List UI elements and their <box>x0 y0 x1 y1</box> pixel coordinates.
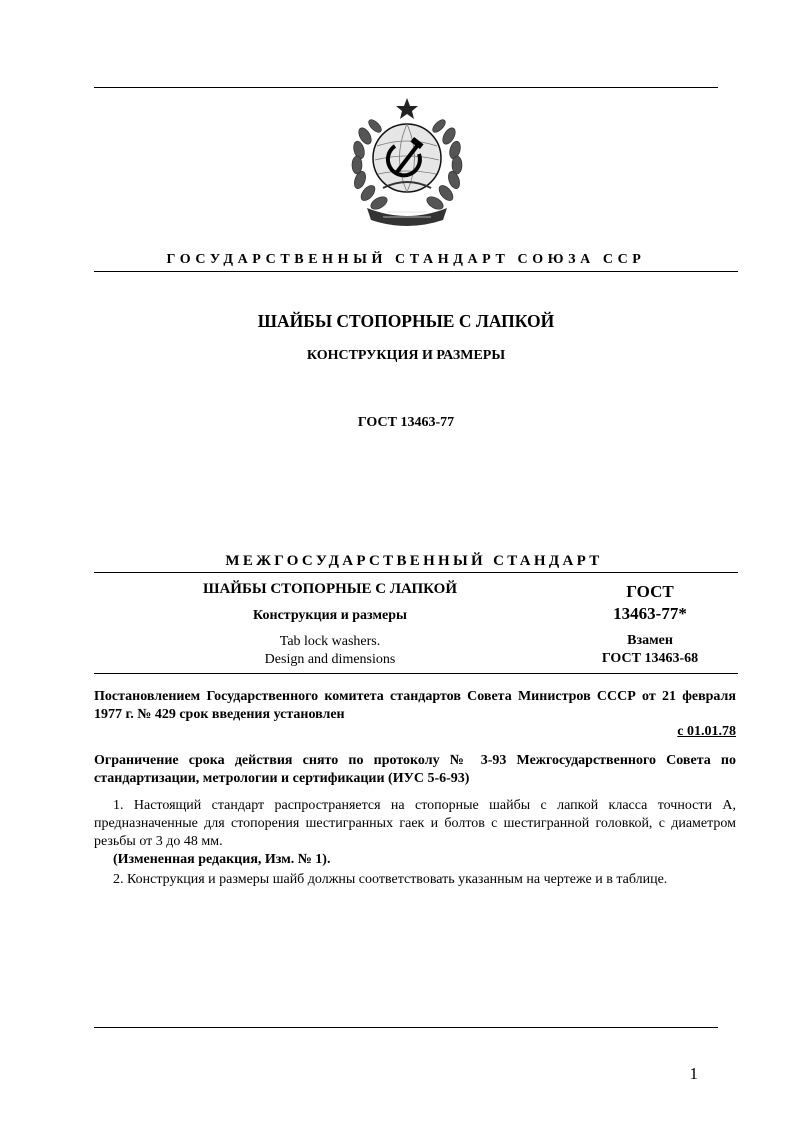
document-code: ГОСТ 13463-77 <box>357 415 455 430</box>
limitation-paragraph: Ограничение срока действия снято по протоколу № 3-93 Межгосударственного Совета по стандартизации, метрологии и сертификации (ИУС 5-6-93) <box>94 753 736 786</box>
standard-title-ru: ШАЙБЫ СТОПОРНЫЕ С ЛАПКОЙ <box>202 581 458 597</box>
standard-type-label: МЕЖГОСУДАРСТВЕННЫЙ СТАНДАРТ <box>225 553 603 569</box>
top-rule <box>94 87 718 88</box>
replaces-label: Взамен <box>627 633 673 648</box>
document-title: ШАЙБЫ СТОПОРНЫЕ С ЛАПКОЙ <box>257 311 555 331</box>
ussr-emblem-icon <box>347 96 467 228</box>
footer-rule <box>94 1027 718 1028</box>
gost-number: 13463-77* <box>613 604 687 623</box>
amendment-note: (Измененная редакция, Изм. № 1). <box>113 852 331 867</box>
replaces-code: ГОСТ 13463-68 <box>601 651 699 666</box>
page-number: 1 <box>689 1064 698 1083</box>
effective-date: с 01.01.78 <box>677 724 736 739</box>
decree-paragraph: Постановлением Государственного комитета стандартов Совета Министров СССР от 21 февраля 1977 г. № 429 срок введения установлен <box>94 689 736 722</box>
clause-2: 2. Конструкция и размеры шайб должны соответствовать указанным на чертеже и в таблице. <box>113 872 668 887</box>
clause-1: 1. Настоящий стандарт распространяется на стопорные шайбы с лапкой класса точности А, предназначенные для стопорения шестигранных гаек и болтов с шестигранной головкой, с диаметром резьбы от 3 до 48 мм. <box>94 798 736 849</box>
document-subtitle: КОНСТРУКЦИЯ И РАЗМЕРЫ <box>306 348 506 363</box>
standard-title-en-line1: Tab lock washers. <box>279 634 381 649</box>
standard-title-en-line2: Design and dimensions <box>264 652 396 667</box>
standard-block-rule-top <box>94 572 738 573</box>
standard-subtitle-ru: Конструкция и размеры <box>253 608 407 623</box>
standard-block-rule-bottom <box>94 673 738 674</box>
gost-label: ГОСТ <box>626 582 674 601</box>
organization-title: ГОСУДАРСТВЕННЫЙ СТАНДАРТ СОЮЗА ССР <box>166 252 646 267</box>
header-rule <box>94 271 738 272</box>
